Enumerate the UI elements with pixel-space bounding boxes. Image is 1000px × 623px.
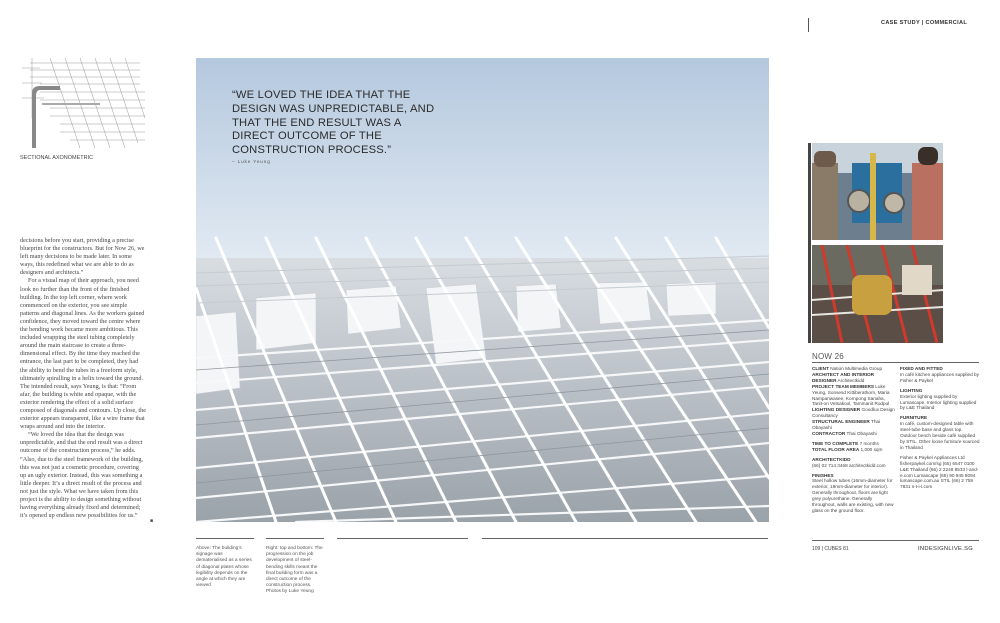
credit-entry [812, 441, 896, 453]
caption-rule [482, 538, 768, 539]
header-divider [808, 18, 809, 32]
credit-label: ARCHITECT AND INTERIOR DESIGNER [812, 371, 875, 383]
supplier-contacts [900, 455, 980, 490]
pull-quote: “WE LOVED THE IDEA THAT THE DESIGN WAS UNPREDICTABLE, AND THAT THE END RESULT WAS A DIRECT OUTCOME OF THE CONSTRUCTION PROCESS.” [232, 89, 435, 157]
credit-entry [812, 457, 896, 469]
credit-entry [900, 415, 980, 450]
credits-column-1 [812, 366, 896, 518]
diagram-caption: SECTIONAL AXONOMETRIC [20, 155, 94, 161]
page-number: 109 | CUBES 81 [812, 546, 849, 552]
credit-label: LIGHTING DESIGNER [812, 407, 861, 413]
credit-value: Thai Obayashi [846, 430, 877, 436]
footer-rule [812, 540, 979, 541]
caption-photos-right: Right: top and bottom: The progression on the job development of steel-bending skills meant the final building form was a direct outcome of the construction process. Photos by Luke Yeung [266, 546, 323, 595]
credit-entry [812, 473, 896, 514]
credit-value: Architectkidd [837, 377, 865, 383]
credit-value: Luke Yeung, Sonsesd Kittiberathorn, Maria Nampanwasee, Kornpong Sanaha, Tanit-on Vetsakool, Tammanit Rodpol [812, 383, 890, 407]
credit-label: PROJECT TEAM MEMBERS [812, 383, 874, 389]
credits-column-2 [900, 366, 980, 494]
article-body [20, 237, 146, 520]
credit-value: (66) 02 714 3468 architectkidd.com [812, 462, 886, 468]
credit-label: STRUCTURAL ENGINEER [812, 419, 870, 425]
site-url: INDESIGNLIVE.SG [918, 546, 974, 552]
paragraph: “We loved the idea that the design was unpredictable, and that the end result was a direct outcome of the construction process,” he adds. “Also, due to the steel framework of the building, this was not just a cosmetic procedure, covering up an ugly exterior. Instead, this was something a little deeper. It’s a direct result of the process and not just the style. What we have taken from this project is the ability to design something without having everything already fixed and determined; it’s opened up endless new possibilities for us.” [20, 431, 144, 520]
credit-label: LIGHTING [900, 387, 923, 393]
sectional-axonometric-diagram [20, 58, 148, 150]
credit-value: Thai Obayashi [812, 419, 881, 431]
credit-entry [812, 366, 896, 437]
credit-label: FIXED AND FITTED [900, 366, 943, 371]
credit-value: Nation Multimedia Group [830, 366, 883, 371]
sidebar-accent-bar [808, 143, 811, 343]
credit-value: Steel hollow tubes (16mm-diameter for exterior, 19mm-diameter for interior). Generally throughout, floors are light grey polyurethane. Generally throughout, walls are existing, with new glass on the ground floor. [812, 478, 894, 513]
caption-photo-above: Above: The building’s signage was dematerialised as a series of diagonal plates whose legibility depends on the angle at which they are viewed [196, 546, 252, 589]
credit-label: FURNITURE [900, 415, 928, 421]
credit-value: 1,000 sqm [860, 446, 883, 452]
caption-rule [337, 538, 468, 539]
paragraph: For a visual map of their approach, you need look no further than the front of the finished building. In the top left corner, where work commenced on the exterior, you see simple patterns and diagonal lines. As the workers gained confidence, they moved toward the centre where the bending work became more ambitious. This included wrapping the steel tubing completely around the main staircase to create a three-dimensional effect. By the time they reached the entrance, the last part to be completed, they had the ability to bend the tubes in a freeform style, ultimately spiralling in a helix toward the ground. The intended result, says Yeung, is that: “From afar, the building is white and opaque, with the exterior rendering the effect of a solid surface composed of diagonals and contours. Up close, the exterior appears transparent, like a wire frame that wraps around and into the interior. [20, 277, 146, 431]
credit-label: CLIENT [812, 366, 829, 371]
credit-label: FINISHES [812, 472, 834, 478]
credit-value: In café, custom-designed table with steel-tube base and glass top. Outdoor bench beside café supplied by STIL. Other loose furniture sourced in Thailand [900, 421, 980, 450]
caption-rule [196, 538, 254, 539]
photo-workers-bending [812, 143, 943, 240]
credit-entry [900, 388, 980, 412]
credit-value: Fisher & Paykel Appliances Ltd fisherpaykel.com/sg (65) 6547 0100 L&E Thailand (66) 2 2248 8533 l-and-e.com Lumascape (65) 90 945 8094 lumascape.com.au STIL (66) 2 759 7831 s-t-i-l.com [900, 454, 979, 490]
credit-label: ARCHITECTKIDD [812, 456, 851, 462]
credit-value: Goodlux Design Consultancy [812, 407, 895, 419]
credit-value: Exterior lighting supplied by Lumascape. Interior lighting supplied by L&E Thailand [900, 393, 977, 411]
section-label: CASE STUDY | COMMERCIAL [881, 20, 968, 26]
credit-label: TIME TO COMPLETE [812, 440, 859, 446]
project-title: NOW 26 [812, 352, 844, 361]
credit-entry [900, 366, 980, 384]
credit-label: TOTAL FLOOR AREA [812, 446, 860, 452]
credit-value: In café kitchen appliances supplied by Fisher & Paykel [900, 371, 979, 383]
caption-rule [266, 538, 324, 539]
photo-steel-tubes-work [812, 245, 943, 343]
credits-rule [812, 362, 979, 363]
credit-value: 7 months [859, 440, 879, 446]
end-mark: ■ [150, 518, 154, 524]
quote-attribution: – Luke Yeung [232, 159, 271, 164]
credit-label: CONTRACTOR [812, 430, 846, 436]
paragraph: decisions before you start, providing a precise blueprint for the constructors. But for Now 26, we left many decisions to be made later. In some ways, this redefined what we are able to do as designers and architects.” [20, 237, 145, 277]
